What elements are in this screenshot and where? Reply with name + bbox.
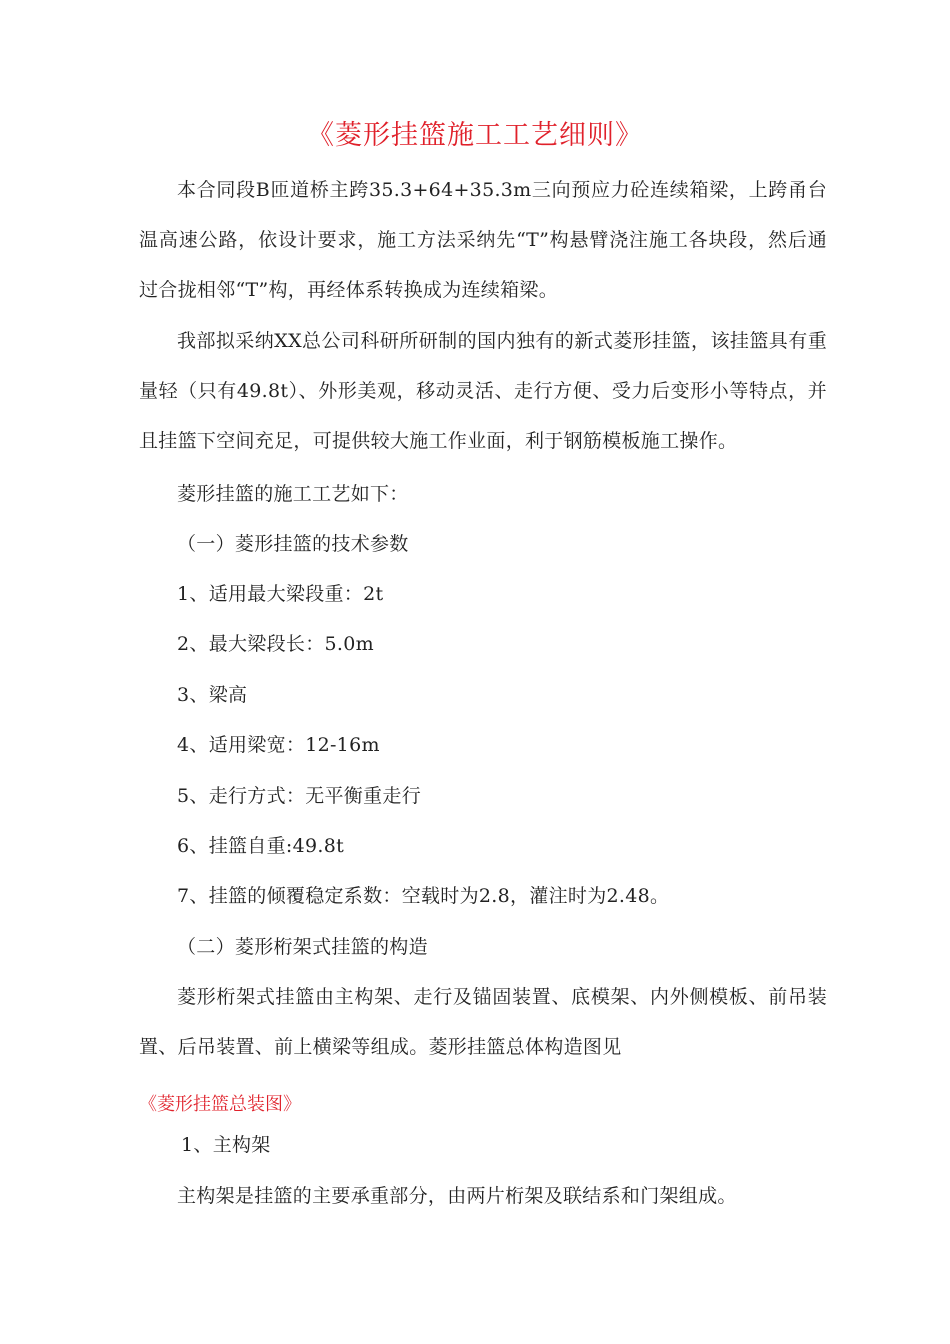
intro-paragraph-2: 我部拟采纳XX总公司科研所研制的国内独有的新式菱形挂篮，该挂篮具有重量轻（只有49.8t）、外形美观，移动灵活、走行方便、受力后变形小等特点，并且挂篮下空间充足，可提供较大施工作业面，利于钢筋模板施工操作。: [139, 330, 827, 452]
structure-paragraph: 菱形桁架式挂篮由主构架、走行及锚固装置、底模架、内外侧模板、前吊装置、后吊装置、前上横梁等组成。菱形挂篮总体构造图见: [139, 986, 827, 1058]
intro-paragraph-1: 本合同段B匝道桥主跨35.3+64+35.3m三向预应力砼连续箱梁，上跨甬台温高速公路，依设计要求，施工方法采纳先“T”构悬臂浇注施工各块段，然后通过合拢相邻“T”构，再经体系转换成为连续箱梁。: [139, 179, 827, 301]
subsection-heading-main-frame: 1、主构架: [181, 1134, 271, 1156]
param-item: 2、最大梁段长：5.0m: [177, 633, 374, 655]
section-heading-structure: （二）菱形桁架式挂篮的构造: [177, 936, 428, 958]
section-heading-technical-params: （一）菱形挂篮的技术参数: [177, 533, 409, 555]
subsection-text-main-frame: 主构架是挂篮的主要承重部分，由两片桁架及联结系和门架组成。: [177, 1185, 737, 1207]
param-item: 4、适用梁宽：12-16m: [177, 734, 380, 756]
param-item: 3、梁高: [177, 684, 248, 706]
param-item: 5、走行方式：无平衡重走行: [177, 785, 421, 807]
figure-reference: 《菱形挂篮总装图》: [139, 1094, 301, 1115]
param-item: 1、适用最大梁段重：2t: [177, 583, 384, 605]
param-item: 6、挂篮自重:49.8t: [177, 835, 345, 857]
param-item: 7、挂篮的倾覆稳定系数：空载时为2.8，灌注时为2.48。: [177, 885, 670, 907]
process-intro-line: 菱形挂篮的施工工艺如下：: [177, 483, 409, 505]
document-title: 《菱形挂篮施工工艺细则》: [307, 120, 643, 151]
